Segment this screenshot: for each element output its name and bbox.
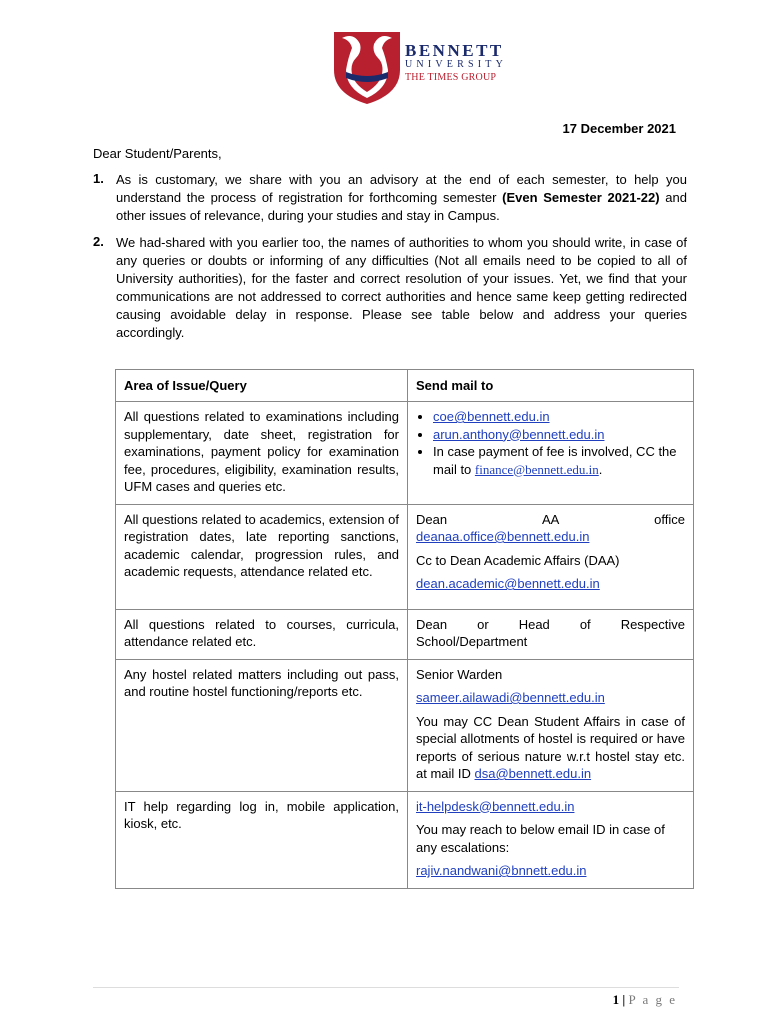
area-cell: Any hostel related matters including out pass, and routine hostel functioning/reports etc. (116, 659, 408, 791)
logo-name: BENNETT (405, 41, 504, 60)
email-link[interactable]: sameer.ailawadi@bennett.edu.in (416, 690, 605, 705)
warden-label: Senior Warden (416, 666, 503, 682)
email-link[interactable]: coe@bennett.edu.in (433, 409, 550, 424)
advisory-list (93, 171, 687, 351)
footer-divider (93, 987, 679, 988)
logo-subtitle: UNIVERSITY (405, 59, 507, 70)
table-row (116, 402, 694, 505)
area-cell: All questions related to examinations including supplementary, date sheet, registration for examinations, payment policy for examination fee, procedures, eligibility, examination results, UFM cases and queries etc. (116, 402, 408, 505)
email-link[interactable]: finance@bennett.edu.in (474, 461, 599, 477)
list-number: 1. (93, 171, 104, 186)
contacts-table (115, 369, 694, 889)
area-cell: IT help regarding log in, mobile application, kiosk, etc. (116, 791, 408, 888)
mail-cell (408, 504, 694, 609)
mail-cell: • coe@bennett.edu.in • arun.anthony@bennett.edu.in • In case payment of fee is involved, CC the mail to finance@bennett.edu.in. (408, 402, 694, 505)
dean-label: Dean AA office (416, 511, 685, 527)
column-header: Area of Issue/Query (116, 370, 408, 402)
mail-cell (408, 791, 694, 888)
table-row (116, 609, 694, 659)
email-link[interactable]: deanaa.office@bennett.edu.in (416, 529, 590, 544)
escalation-text: You may reach to below email ID in case of any escalations: (416, 822, 665, 855)
email-link[interactable]: rajiv.nandwani@bnnett.edu.in (416, 863, 587, 878)
list-item (93, 234, 687, 342)
table-header-row (116, 370, 694, 402)
email-link[interactable]: it-helpdesk@bennett.edu.in (416, 798, 575, 814)
logo-group: THE TIMES GROUP (405, 72, 497, 83)
table-row (116, 504, 694, 609)
logo-wordmark (405, 42, 507, 84)
email-link[interactable]: arun.anthony@bennett.edu.in (433, 426, 605, 442)
email-link[interactable]: dsa@bennett.edu.in (474, 766, 592, 781)
page-number: 1 | P a g e (612, 992, 677, 1007)
table-row (116, 659, 694, 791)
mail-cell: Senior Warden sameer.ailawadi@bennett.edu.in You may CC Dean Student Affairs in case of special allotments of hostel is required or have reports of serious nature w.r.t hostel stay etc. at mail ID dsa@bennett.edu.in (408, 659, 694, 791)
list-item (93, 171, 687, 225)
area-cell: All questions related to courses, curricula, attendance related etc. (116, 609, 408, 659)
column-header: Send mail to (408, 370, 694, 402)
paragraph-text: As is customary, we share with you an advisory at the end of each semester, to help you understand the process of registration for forthcoming semester (Even Semester 2021-22) and other issues of relevance, during your studies and stay in Campus. (116, 172, 687, 223)
mail-cell: Dean or Head of Respective School/Department (408, 609, 694, 659)
paragraph-text: We had-shared with you earlier too, the names of authorities to whom you should write, in case of any queries or doubts or informing of any difficulties (Not all emails need to be copied to all of University authorities), for the faster and correct resolution of your issues. Yet, we find that your communications are not addressed to correct authorities and hence same keep getting redirected causing avoidable delay in response. Please see table below and address your queries accordingly. (116, 235, 687, 340)
letter-date: 17 December 2021 (562, 121, 676, 136)
table-row (116, 791, 694, 888)
email-link[interactable]: dean.academic@bennett.edu.in (416, 576, 600, 591)
area-cell: All questions related to academics, extension of registration dates, late reporting sanctions, academic calendar, progression rules, and academic requests, attendance related etc. (116, 504, 408, 609)
greeting: Dear Student/Parents, (93, 146, 222, 161)
list-number: 2. (93, 234, 104, 249)
cc-text: Cc to Dean Academic Affairs (DAA) (416, 552, 620, 568)
